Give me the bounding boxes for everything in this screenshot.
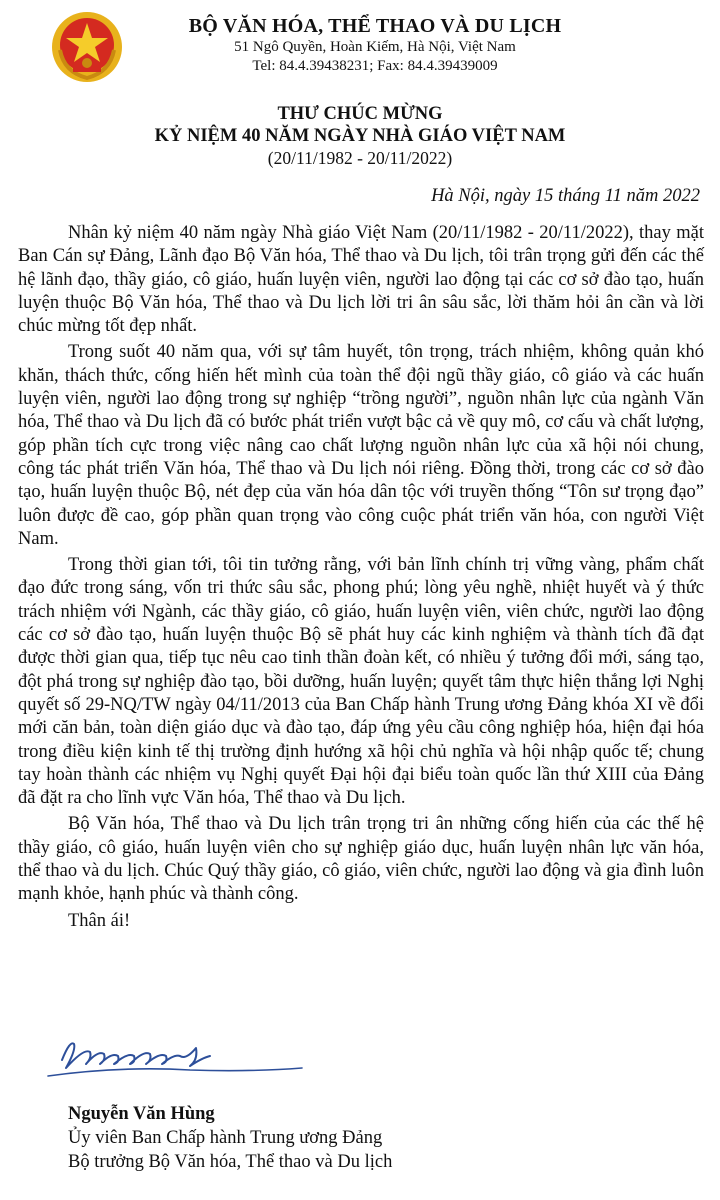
- paragraph-3: Trong thời gian tới, tôi tin tưởng rằng, với bản lĩnh chính trị vững vàng, phẩm chất đạo đức trong sáng, vốn tri thức sâu sắc, phong phú; lòng yêu nghề, nhiệt huyết và ý thức trách nhiệm với Ngành, các thầy giáo, cô giáo, huấn luyện viên, viên chức, người lao động các cơ sở đào tạo, huấn luyện thuộc Bộ sẽ phát huy các kinh nghiệm và thành tích đã đạt được thời gian qua, tiếp tục nêu cao tinh thần đoàn kết, có nhiều ý tưởng đổi mới, sáng tạo, đột phá trong sự nghiệp đào tạo, bồi dưỡng, huấn luyện; quyết tâm thực hiện thắng lợi Nghị quyết số 29-NQ/TW ngày 04/11/2013 của Ban Chấp hành Trung ương Đảng khóa XI về đổi mới căn bản, toàn diện giáo dục và đào tạo, đáp ứng yêu cầu công nghiệp hóa, hiện đại hóa trong điều kiện kinh tế thị trường định hướng xã hội chủ nghĩa và hội nhập quốc tế; chung tay hoàn thành các nhiệm vụ Nghị quyết Đại hội đại biểu toàn quốc lần thứ XIII của Đảng đã đặt ra cho lĩnh vực Văn hóa, Thể thao và Du lịch.: [18, 555, 704, 809]
- title-line-1: THƯ CHÚC MỪNG: [277, 104, 443, 124]
- paragraph-4: Bộ Văn hóa, Thể thao và Du lịch trân trọng tri ân những cống hiến của các thế hệ thầy giáo, cô giáo, huấn luyện viên cho sự nghiệp giáo dục, huấn luyện nhân lực văn hóa, thể thao và du lịch. Chúc Quý thầy giáo, cô giáo, viên chức, người lao động và gia đình luôn mạnh khỏe, hạnh phúc và thành công.: [18, 814, 704, 905]
- letter-title: [0, 103, 720, 169]
- closing: Thân ái!: [68, 910, 131, 931]
- letterhead: [150, 14, 600, 76]
- title-line-2: KỶ NIỆM 40 NĂM NGÀY NHÀ GIÁO VIỆT NAM: [154, 126, 566, 146]
- handwritten-signature-icon: [40, 1030, 310, 1090]
- paragraph-2: Trong suốt 40 năm qua, với sự tâm huyết, tôn trọng, trách nhiệm, không quản khó khăn, thách thức, cống hiến hết mình của toàn thể đội ngũ thầy giáo, cô giáo và các huấn luyện viên, người lao động trong sự nghiệp “trồng người”, nguồn nhân lực của ngành Văn hóa, Thể thao và Du lịch đã có bước phát triển vượt bậc cả về quy mô, cơ cấu và chất lượng, góp phần tích cực trong việc nâng cao chất lượng nguồn nhân lực của xã hội nói chung, công tác phát triển Văn hóa, Thể thao và Du lịch nói riêng. Đồng thời, trong các cơ sở đào tạo, huấn luyện thuộc Bộ, nét đẹp của văn hóa dân tộc với truyền thống “Tôn sư trọng đạo” luôn được đề cao, góp phần quan trọng vào công cuộc phát triển văn hóa, con người Việt Nam.: [18, 342, 704, 549]
- paragraph-1: Nhân kỷ niệm 40 năm ngày Nhà giáo Việt Nam (20/11/1982 - 20/11/2022), thay mặt Ban Cán sự Đảng, Lãnh đạo Bộ Văn hóa, Thể thao và Du lịch, tôi trân trọng gửi đến các thế hệ lãnh đạo, thầy giáo, cô giáo, huấn luyện viên, người lao động tại các cơ sở đào tạo, huấn luyện thuộc Bộ Văn hóa, Thể thao và Du lịch lời tri ân sâu sắc, lời thăm hỏi ân cần và lời chúc mừng tốt đẹp nhất.: [18, 223, 704, 337]
- dateline: Hà Nội, ngày 15 tháng 11 năm 2022: [431, 186, 700, 206]
- organization-address: 51 Ngô Quyền, Hoàn Kiếm, Hà Nội, Việt Nam: [234, 39, 516, 55]
- organization-name: BỘ VĂN HÓA, THỂ THAO VÀ DU LỊCH: [188, 15, 562, 37]
- title-line-3: (20/11/1982 - 20/11/2022): [267, 148, 453, 168]
- organization-contact: Tel: 84.4.39438231; Fax: 84.4.39439009: [252, 58, 498, 74]
- letter-body: [18, 222, 704, 936]
- vietnam-national-emblem-icon: [50, 10, 124, 84]
- signer-title-1: Ủy viên Ban Chấp hành Trung ương Đảng: [68, 1128, 383, 1148]
- signer-title-2: Bộ trưởng Bộ Văn hóa, Thể thao và Du lịch: [68, 1152, 393, 1172]
- signer-name: Nguyễn Văn Hùng: [68, 1104, 215, 1124]
- signer-block: [68, 1102, 392, 1174]
